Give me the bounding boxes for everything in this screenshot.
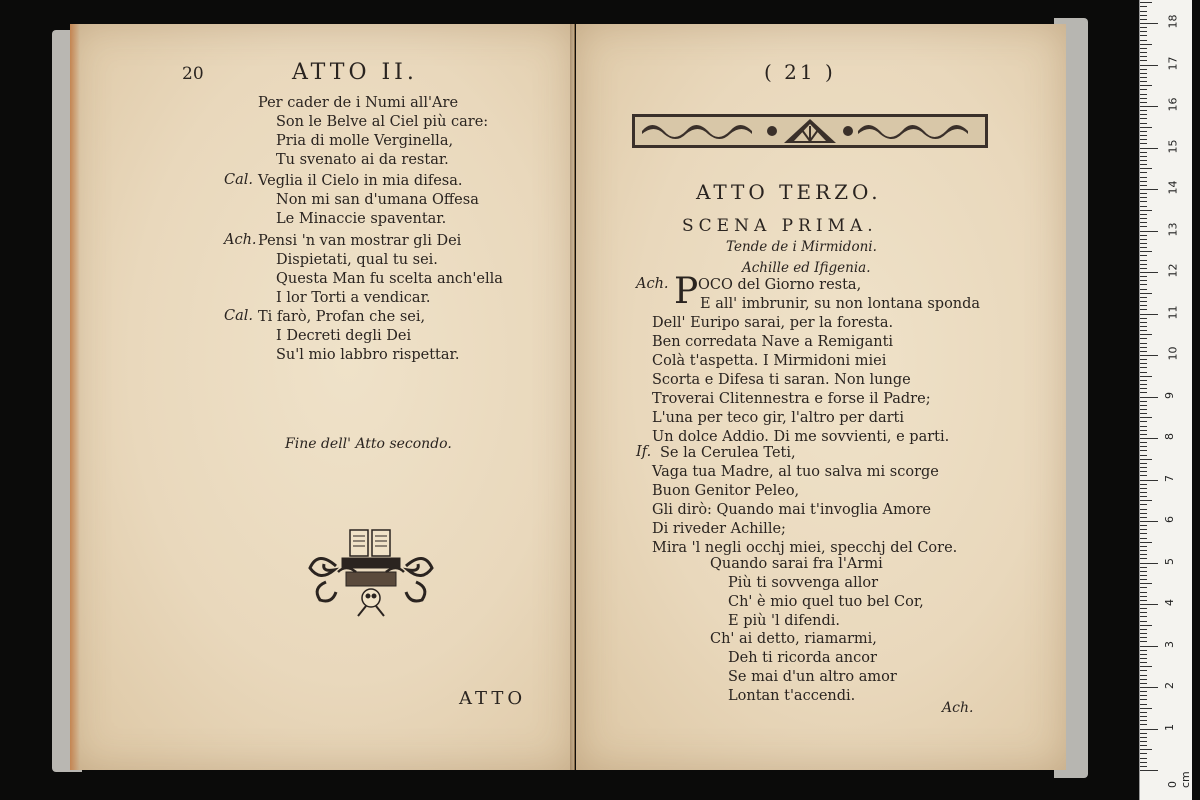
ruler-tick	[1140, 218, 1147, 219]
ruler-tick	[1140, 546, 1147, 547]
verse-line: Colà t'aspetta. I Mirmidoni miei	[652, 353, 887, 369]
verse-line: Deh ti ricorda ancor	[728, 650, 877, 666]
ruler-label: 4	[1163, 599, 1176, 606]
running-head-left: ATTO II.	[292, 60, 418, 85]
ruler-tick	[1140, 98, 1147, 99]
ruler-tick	[1140, 206, 1147, 207]
ruler-label: 11	[1166, 305, 1180, 319]
ruler-tick	[1140, 629, 1147, 630]
ruler-tick	[1140, 214, 1147, 215]
ruler-tick	[1140, 131, 1147, 132]
cal-speech-1	[258, 172, 479, 229]
verse-line: Per cader de i Numi all'Are	[258, 95, 459, 111]
speaker-cal: Cal.	[224, 172, 253, 188]
verse-line: Buon Genitor Peleo,	[652, 483, 800, 499]
ruler-tick	[1140, 160, 1147, 161]
page-number-left: 20	[182, 64, 204, 84]
ruler-tick	[1140, 712, 1147, 713]
verse-line: Tu svenato ai da restar.	[276, 152, 449, 168]
ruler-tick	[1140, 583, 1152, 584]
ruler-tick	[1140, 621, 1147, 622]
drop-cap: P	[674, 271, 699, 312]
ruler-label: 15	[1166, 139, 1180, 153]
ruler-tick	[1140, 210, 1152, 211]
ruler-tick	[1140, 679, 1147, 680]
measuring-ruler	[1139, 0, 1192, 800]
ruler-tick	[1140, 587, 1147, 588]
ruler-tick	[1140, 127, 1152, 128]
ruler-tick	[1140, 596, 1147, 597]
scene-setting: Tende de i Mirmidoni.	[726, 239, 877, 255]
verse-line: OCO del Giorno resta,	[698, 277, 862, 293]
verse-line: Pensi 'n van mostrar gli Dei	[258, 233, 462, 249]
stanza-1	[258, 94, 488, 170]
ruler-tick	[1140, 538, 1147, 539]
ruler-tick	[1140, 44, 1152, 45]
ruler-tick	[1140, 517, 1147, 518]
page-number-right: ( 21 )	[764, 60, 836, 84]
ruler-label: 10	[1166, 346, 1180, 361]
ruler-tick	[1140, 193, 1147, 194]
ruler-tick	[1140, 716, 1147, 717]
ruler-tick	[1140, 6, 1147, 7]
verse-line: Lontan t'accendi.	[728, 688, 856, 704]
ruler-tick	[1140, 89, 1147, 90]
ruler-tick	[1140, 525, 1147, 526]
speaker-ach: Ach.	[636, 276, 669, 292]
ruler-tick	[1140, 459, 1152, 460]
verse-line: Se mai d'un altro amor	[728, 669, 897, 685]
ruler-tick	[1140, 334, 1152, 335]
ruler-tick	[1140, 338, 1147, 339]
ruler-label: 18	[1166, 14, 1180, 29]
ruler-tick	[1140, 471, 1147, 472]
ruler-tick	[1140, 226, 1147, 227]
ach-speech	[258, 232, 503, 308]
verse-line: Son le Belve al Ciel più care:	[276, 114, 489, 130]
decorative-headband-icon	[632, 114, 988, 148]
ruler-tick	[1140, 737, 1147, 738]
ruler-tick	[1140, 102, 1147, 103]
ruler-tick	[1140, 351, 1147, 352]
right-page	[576, 24, 1066, 770]
ruler-tick	[1140, 343, 1147, 344]
ruler-tick	[1140, 118, 1147, 119]
ruler-tick	[1140, 11, 1147, 12]
ruler-label: 9	[1163, 391, 1176, 399]
ruler-tick	[1140, 231, 1158, 232]
ruler-tick	[1140, 666, 1152, 667]
ruler-tick	[1140, 69, 1147, 70]
ruler-tick	[1140, 604, 1158, 605]
ruler-tick	[1140, 749, 1152, 750]
ruler-tick	[1140, 388, 1147, 389]
ruler-tick	[1140, 23, 1158, 24]
verse-line: Pria di molle Verginella,	[276, 133, 454, 149]
ruler-tick	[1140, 235, 1147, 236]
ruler-tick	[1140, 2, 1152, 3]
ruler-tick	[1140, 318, 1147, 319]
ruler-tick	[1140, 683, 1147, 684]
ruler-label: 13	[1166, 222, 1180, 236]
ruler-tick	[1140, 94, 1147, 95]
ruler-tick	[1140, 496, 1147, 497]
ruler-tick	[1140, 276, 1147, 277]
ruler-tick	[1140, 492, 1147, 493]
ruler-tick	[1140, 19, 1147, 20]
ruler-tick	[1140, 720, 1147, 721]
ruler-tick	[1140, 355, 1158, 356]
ruler-tick	[1140, 762, 1147, 763]
ruler-tick	[1140, 143, 1147, 144]
ruler-tick	[1140, 625, 1152, 626]
verse-line: Ben corredata Nave a Remiganti	[652, 334, 894, 350]
ruler-tick	[1140, 504, 1147, 505]
ruler-tick	[1140, 488, 1147, 489]
ruler-tick	[1140, 500, 1152, 501]
ruler-tick	[1140, 463, 1147, 464]
ruler-tick	[1140, 239, 1147, 240]
ruler-tick	[1140, 372, 1147, 373]
ruler-label: 0 cm	[1166, 771, 1192, 788]
ruler-tick	[1140, 741, 1147, 742]
ruler-tick	[1140, 438, 1158, 439]
ruler-tick	[1140, 475, 1147, 476]
ruler-tick	[1140, 314, 1158, 315]
ruler-tick	[1140, 529, 1147, 530]
ruler-tick	[1140, 48, 1147, 49]
ruler-tick	[1140, 592, 1147, 593]
ruler-tick	[1140, 77, 1147, 78]
aria-stanza-2	[710, 630, 897, 706]
ruler-tick	[1140, 114, 1147, 115]
ruler-tick	[1140, 260, 1147, 261]
ruler-tick	[1140, 15, 1147, 16]
ruler-label: 2	[1163, 682, 1176, 689]
speaker-cal: Cal.	[224, 308, 253, 324]
verse-line: I Decreti degli Dei	[276, 328, 412, 344]
verse-line: E all' imbrunir, su non lontana sponda	[700, 296, 981, 312]
ruler-tick	[1140, 637, 1147, 638]
verse-line: Non mi san d'umana Offesa	[276, 192, 479, 208]
ruler-label: 3	[1163, 640, 1176, 648]
speaker-if: If.	[636, 444, 652, 460]
ruler-tick	[1140, 148, 1158, 149]
ruler-tick	[1140, 189, 1158, 190]
ruler-tick	[1140, 704, 1147, 705]
ruler-tick	[1140, 480, 1158, 481]
verse-line: Questa Man fu scelta anch'ella	[276, 271, 503, 287]
verse-line: Dispietati, qual tu sei.	[276, 252, 438, 268]
ruler-tick	[1140, 758, 1147, 759]
ruler-tick	[1140, 284, 1147, 285]
left-page	[70, 24, 575, 770]
scene-title: SCENA PRIMA.	[682, 216, 878, 236]
verse-line: E più 'l difendi.	[728, 613, 841, 629]
verse-line: Scorta e Difesa ti saran. Non lunge	[652, 372, 911, 388]
ruler-tick	[1140, 181, 1147, 182]
catchword-left: ATTO	[459, 688, 527, 709]
ruler-tick	[1140, 612, 1147, 613]
ruler-tick	[1140, 65, 1158, 66]
ruler-tick	[1140, 243, 1147, 244]
ruler-tick	[1140, 81, 1147, 82]
verse-line: Di riveder Achille;	[652, 521, 786, 537]
ruler-tick	[1140, 272, 1158, 273]
ruler-tick	[1140, 633, 1147, 634]
ruler-tick	[1140, 533, 1147, 534]
ruler-tick	[1140, 563, 1158, 564]
ruler-label: 6	[1163, 516, 1176, 523]
ruler-label: 5	[1163, 557, 1176, 565]
ruler-tick	[1140, 434, 1147, 435]
ruler-tick	[1140, 608, 1147, 609]
ruler-tick	[1140, 691, 1147, 692]
ruler-tick	[1140, 85, 1152, 86]
book-and-skull-ornament-icon	[306, 524, 436, 620]
ruler-tick	[1140, 31, 1147, 32]
ruler-tick	[1140, 177, 1147, 178]
ruler-tick	[1140, 322, 1147, 323]
verse-line: Mira 'l negli occhj miei, specchj del Core.	[652, 540, 958, 556]
ruler-tick	[1140, 409, 1147, 410]
ruler-tick	[1140, 330, 1147, 331]
ruler-tick	[1140, 699, 1147, 700]
ruler-tick	[1140, 675, 1147, 676]
ruler-tick	[1140, 650, 1147, 651]
verse-line: Gli dirò: Quando mai t'invoglia Amore	[652, 502, 931, 518]
ruler-tick	[1140, 509, 1147, 510]
ruler-tick	[1140, 280, 1147, 281]
ruler-tick	[1140, 380, 1147, 381]
ruler-tick	[1140, 646, 1158, 647]
open-book	[52, 18, 1088, 778]
ruler-tick	[1140, 135, 1147, 136]
ruler-tick	[1140, 442, 1147, 443]
ruler-tick	[1140, 695, 1147, 696]
ruler-tick	[1140, 367, 1147, 368]
ruler-tick	[1140, 40, 1147, 41]
ruler-tick	[1140, 376, 1152, 377]
ruler-tick	[1140, 168, 1152, 169]
ruler-tick	[1140, 301, 1147, 302]
scene-characters: Achille ed Ifigenia.	[742, 260, 871, 276]
ruler-tick	[1140, 770, 1158, 771]
verse-line: Vaga tua Madre, al tuo salva mi scorge	[652, 464, 939, 480]
ruler-tick	[1140, 446, 1147, 447]
ruler-tick	[1140, 413, 1147, 414]
ruler-tick	[1140, 658, 1147, 659]
verse-line: Ch' ai detto, riamarmi,	[710, 631, 877, 647]
ruler-tick	[1140, 745, 1147, 746]
ruler-label: 16	[1166, 97, 1180, 112]
verse-line: Un dolce Addio. Di me sovvienti, e parti.	[652, 429, 950, 445]
ruler-tick	[1140, 450, 1147, 451]
ruler-tick	[1140, 52, 1147, 53]
ruler-tick	[1140, 484, 1147, 485]
ruler-tick	[1140, 550, 1147, 551]
end-of-act-note: Fine dell' Atto secondo.	[285, 436, 452, 452]
ruler-tick	[1140, 708, 1152, 709]
verse-line: Più ti sovvenga allor	[728, 575, 879, 591]
ruler-tick	[1140, 729, 1158, 730]
verse-line: Dell' Euripo sarai, per la foresta.	[652, 315, 894, 331]
ruler-tick	[1140, 567, 1147, 568]
ruler-tick	[1140, 305, 1147, 306]
ruler-tick	[1140, 255, 1147, 256]
ruler-label: 14	[1166, 180, 1180, 195]
ruler-tick	[1140, 264, 1147, 265]
ruler-tick	[1140, 359, 1147, 360]
ruler-tick	[1140, 430, 1147, 431]
ruler-tick	[1140, 600, 1147, 601]
ruler-tick	[1140, 641, 1147, 642]
ruler-tick	[1140, 172, 1147, 173]
ruler-tick	[1140, 670, 1147, 671]
verse-line: I lor Torti a vendicar.	[276, 290, 431, 306]
ruler-label: 8	[1163, 433, 1176, 440]
ruler-tick	[1140, 110, 1147, 111]
ruler-label: 12	[1166, 263, 1180, 278]
cal-speech-2	[258, 308, 459, 365]
ruler-tick	[1140, 123, 1147, 124]
verse-line: L'una per teco gir, l'altro per darti	[652, 410, 905, 426]
aria-stanza-1	[710, 555, 924, 631]
ruler-tick	[1140, 185, 1147, 186]
ruler-tick	[1140, 268, 1147, 269]
ruler-tick	[1140, 201, 1147, 202]
ruler-tick	[1140, 106, 1158, 107]
ruler-tick	[1140, 60, 1147, 61]
if-speech	[652, 444, 957, 558]
verse-line: Ch' è mio quel tuo bel Cor,	[728, 594, 924, 610]
verse-line: Quando sarai fra l'Armi	[710, 556, 883, 572]
ruler-tick	[1140, 247, 1147, 248]
ruler-tick	[1140, 554, 1147, 555]
verse-line: Troverai Clitennestra e forse il Padre;	[652, 391, 931, 407]
verse-line: Su'l mio labbro rispettar.	[276, 347, 460, 363]
ruler-tick	[1140, 222, 1147, 223]
ruler-tick	[1140, 575, 1147, 576]
speaker-ach: Ach.	[224, 232, 257, 248]
ruler-tick	[1140, 152, 1147, 153]
ruler-label: 17	[1166, 56, 1180, 70]
ruler-tick	[1140, 309, 1147, 310]
ruler-tick	[1140, 467, 1147, 468]
verse-line: Le Minaccie spaventar.	[276, 211, 447, 227]
ruler-tick	[1140, 417, 1152, 418]
ach-speech-right	[652, 295, 980, 447]
ruler-tick	[1140, 401, 1147, 402]
ruler-tick	[1140, 197, 1147, 198]
ruler-tick	[1140, 347, 1147, 348]
ruler-tick	[1140, 156, 1147, 157]
verse-line: Veglia il Cielo in mia difesa.	[258, 173, 463, 189]
ruler-tick	[1140, 297, 1147, 298]
ruler-tick	[1140, 766, 1147, 767]
ruler-tick	[1140, 753, 1147, 754]
ruler-tick	[1140, 326, 1147, 327]
catchword-right: Ach.	[942, 700, 974, 716]
verse-line: Se la Cerulea Teti,	[660, 445, 796, 461]
ruler-tick	[1140, 654, 1147, 655]
ruler-tick	[1140, 56, 1147, 57]
ruler-tick	[1140, 521, 1158, 522]
ruler-tick	[1140, 579, 1147, 580]
ruler-tick	[1140, 392, 1147, 393]
ruler-tick	[1140, 289, 1147, 290]
ruler-label: 1	[1163, 723, 1176, 731]
ruler-tick	[1140, 662, 1147, 663]
act-title: ATTO TERZO.	[696, 180, 882, 204]
ruler-tick	[1140, 251, 1152, 252]
ruler-tick	[1140, 558, 1147, 559]
ruler-tick	[1140, 421, 1147, 422]
ruler-tick	[1140, 542, 1152, 543]
ruler-tick	[1140, 724, 1147, 725]
ruler-tick	[1140, 687, 1158, 688]
ruler-label: 7	[1163, 474, 1176, 482]
ruler-tick	[1140, 571, 1147, 572]
ruler-tick	[1140, 426, 1147, 427]
ruler-tick	[1140, 733, 1147, 734]
ruler-tick	[1140, 616, 1147, 617]
ruler-tick	[1140, 164, 1147, 165]
ruler-tick	[1140, 363, 1147, 364]
ruler-tick	[1140, 513, 1147, 514]
ruler-tick	[1140, 405, 1147, 406]
ruler-tick	[1140, 397, 1158, 398]
ruler-tick	[1140, 73, 1147, 74]
ruler-tick	[1140, 384, 1147, 385]
ruler-tick	[1140, 293, 1152, 294]
ruler-tick	[1140, 27, 1147, 28]
ruler-tick	[1140, 35, 1147, 36]
verse-line: Ti farò, Profan che sei,	[258, 309, 426, 325]
ruler-tick	[1140, 139, 1147, 140]
ruler-tick	[1140, 455, 1147, 456]
